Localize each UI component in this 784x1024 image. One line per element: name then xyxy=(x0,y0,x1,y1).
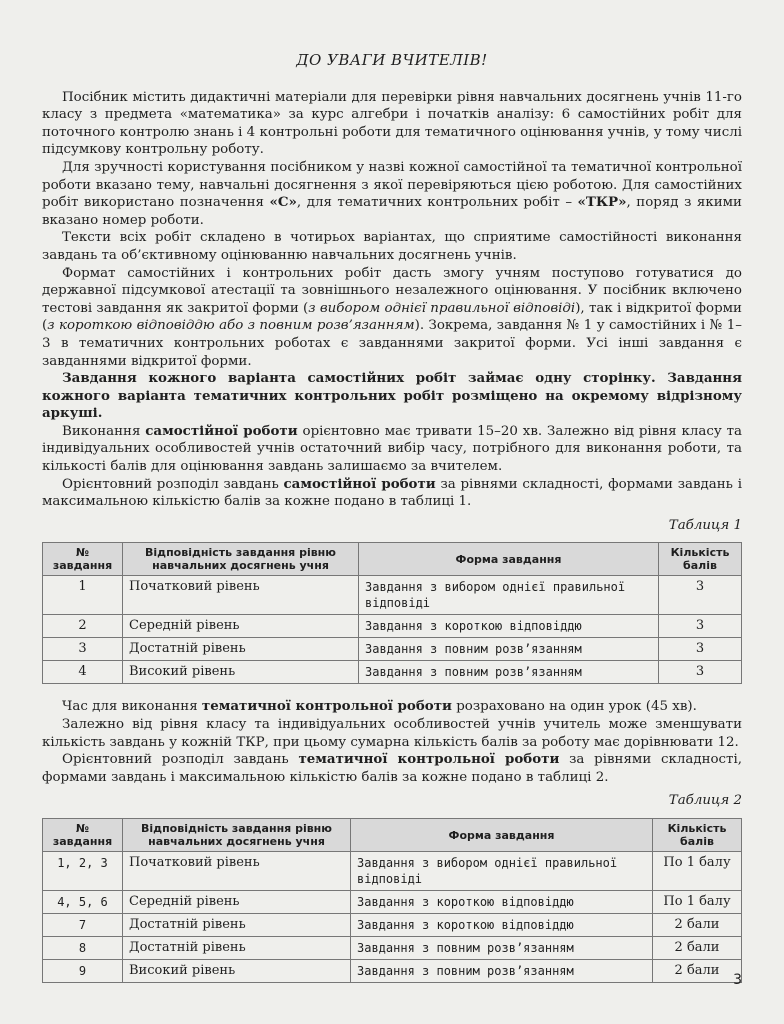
tkr-time-text: Час для виконання xyxy=(62,699,202,715)
cell-points: 2 бали xyxy=(653,937,742,960)
cell-level: Середній рівень xyxy=(123,891,351,914)
table-row xyxy=(43,960,742,983)
cell-form: Завдання з повним розв’язанням xyxy=(359,638,659,661)
cell-points: 3 xyxy=(659,638,742,661)
open-form-note: з короткою відповіддю або з повним розв’язанням xyxy=(47,318,415,334)
cell-level: Середній рівень xyxy=(123,615,359,638)
table-2 xyxy=(42,818,742,983)
table-row xyxy=(43,937,742,960)
cell-number: 7 xyxy=(43,914,123,937)
table-1 xyxy=(42,542,742,684)
cell-points: 2 бали xyxy=(653,960,742,983)
header-form: Форма завдання xyxy=(359,543,659,576)
table-row xyxy=(43,914,742,937)
tkr-time-text-2: розраховано на один урок (45 хв). xyxy=(451,699,697,715)
cell-form: Завдання з повним розв’язанням xyxy=(351,960,653,983)
table-row xyxy=(43,852,742,891)
format-text-2: ), так і відкритої форми ( xyxy=(42,300,742,334)
format-text: Формат самостійних і контрольних робіт дасть змогу учням поступово готуватися до державної підсумкової атестації та зовнішнього незалежного оцінювання. У посібник включено тестові завдання як закритої форми ( xyxy=(42,265,742,316)
cell-number: 2 xyxy=(43,615,123,638)
cell-level: Достатній рівень xyxy=(123,914,351,937)
tkr-label: «ТКР» xyxy=(577,194,627,211)
cell-number: 1, 2, 3 xyxy=(43,852,123,891)
cell-level: Початковий рівень xyxy=(123,576,359,615)
duration-text-2: орієнтовно має тривати 15–20 хв. Залежно від рівня класу та індивідуальних особливостей учнів остаточний вибір часу, потрібного для виконання роботи, та кількості балів для оцінювання завдань залишаємо за вчителем. xyxy=(42,423,742,475)
naming-text: Для зручності користування посібником у назві кожної самостійної та тематичної контрольної роботи вказано тему, навчальні досягнення з якої перевіряються цією роботою. Для самостійних робіт використано позначення xyxy=(42,159,742,211)
cell-form: Завдання з короткою відповіддю xyxy=(359,615,659,638)
tkr-time-bold: тематичної контрольної роботи xyxy=(201,698,452,715)
table-row xyxy=(43,661,742,684)
cell-level: Достатній рівень xyxy=(123,937,351,960)
cell-number: 4 xyxy=(43,661,123,684)
c-label: «С» xyxy=(269,194,297,211)
t2-intro-text: Орієнтовний розподіл завдань xyxy=(62,752,299,768)
cell-level: Високий рівень xyxy=(123,661,359,684)
cell-form: Завдання з короткою відповіддю xyxy=(351,891,653,914)
cell-level: Достатній рівень xyxy=(123,638,359,661)
t1-intro-bold: самостійної роботи xyxy=(283,475,436,492)
header-number: № завдання xyxy=(43,543,123,576)
table-row xyxy=(43,615,742,638)
header-points: Кількість балів xyxy=(659,543,742,576)
format-paragraph xyxy=(42,265,742,371)
table2-caption: Таблиця 2 xyxy=(668,793,742,809)
cell-level: Високий рівень xyxy=(123,960,351,983)
cell-points: По 1 балу xyxy=(653,891,742,914)
closed-form-note: з вибором однієї правильної відповіді xyxy=(308,300,576,316)
naming-text-2: , для тематичних контрольних робіт – xyxy=(296,195,578,211)
cell-form: Завдання з повним розв’язанням xyxy=(351,937,653,960)
table-header-row xyxy=(43,819,742,852)
cell-number: 9 xyxy=(43,960,123,983)
page-content xyxy=(42,52,742,983)
header-points: Кількість балів xyxy=(653,819,742,852)
page-title: ДО УВАГИ ВЧИТЕЛІВ! xyxy=(296,51,488,69)
cell-points: 3 xyxy=(659,615,742,638)
cell-points: По 1 балу xyxy=(653,852,742,891)
table-row xyxy=(43,638,742,661)
t1-intro-text-2: за рівнями складності, формами завдань і максимальною кількістю балів за кожне подано в таблиці 1. xyxy=(42,476,742,510)
cell-points: 2 бали xyxy=(653,914,742,937)
header-level: Відповідність завдання рівню навчальних досягнень учня xyxy=(123,819,351,852)
table1-intro xyxy=(42,476,742,511)
duration-bold: самостійної роботи xyxy=(145,422,298,439)
layout-paragraph: Завдання кожного варіанта самостійних робіт займає одну сторінку. Завдання кожного варіанта тематичних контрольних робіт розміщено на окремому відрізному аркуші. xyxy=(42,370,742,422)
header-level: Відповідність завдання рівню навчальних досягнень учня xyxy=(123,543,359,576)
duration-text: Виконання xyxy=(62,423,146,439)
duration-paragraph xyxy=(42,423,742,476)
naming-text-3: , поряд з якими вказано номер роботи. xyxy=(42,195,742,228)
naming-paragraph xyxy=(42,159,742,229)
t2-intro-bold: тематичної контрольної роботи xyxy=(298,751,560,768)
table2-intro xyxy=(42,751,742,786)
table-row xyxy=(43,891,742,914)
t1-intro-text: Орієнтовний розподіл завдань xyxy=(62,476,284,492)
cell-number: 4, 5, 6 xyxy=(43,891,123,914)
table-row xyxy=(43,576,742,615)
tkr-time-paragraph xyxy=(42,698,742,716)
tkr-points-paragraph: Залежно від рівня класу та індивідуальних особливостей учнів учитель може зменшувати кількість завдань у кожній ТКР, при цьому сумарна кількість балів за роботу має дорівнювати 12. xyxy=(42,717,742,750)
cell-form: Завдання з вибором однієї правильної відповіді xyxy=(359,576,659,615)
header-form: Форма завдання xyxy=(351,819,653,852)
table-header-row xyxy=(43,543,742,576)
cell-points: 3 xyxy=(659,576,742,615)
cell-number: 1 xyxy=(43,576,123,615)
cell-number: 3 xyxy=(43,638,123,661)
cell-form: Завдання з короткою відповіддю xyxy=(351,914,653,937)
variants-paragraph: Тексти всіх робіт складено в чотирьох варіантах, що сприятиме самостійності виконання завдань та об’єктивному оцінюванню навчальних досягнень учнів. xyxy=(42,230,742,263)
cell-number: 8 xyxy=(43,937,123,960)
intro-paragraph: Посібник містить дидактичні матеріали для перевірки рівня навчальних досягнень учнів 11-го класу з предмета «математика» за курс алгебри і початків аналізу: 6 самостійних робіт для поточного контролю знань і 4 контрольні роботи для тематичного оцінювання учнів, у тому числі підсумкову контрольну роботу. xyxy=(42,89,742,158)
cell-points: 3 xyxy=(659,661,742,684)
cell-form: Завдання з повним розв’язанням xyxy=(359,661,659,684)
format-text-3: ). Зокрема, завдання № 1 у самостійних і № 1–3 в тематичних контрольних роботах є завданнями закритої форми. Усі інші завдання є завданнями відкритої форми. xyxy=(42,318,742,369)
page-number: 3 xyxy=(733,972,742,988)
table1-caption: Таблиця 1 xyxy=(668,517,742,533)
header-number: № завдання xyxy=(43,819,123,852)
cell-level: Початковий рівень xyxy=(123,852,351,891)
t2-intro-text-2: за рівнями складності, формами завдань і максимальною кількістю балів за кожне подано в таблиці 2. xyxy=(42,752,743,785)
cell-form: Завдання з вибором однієї правильної відповіді xyxy=(351,852,653,891)
